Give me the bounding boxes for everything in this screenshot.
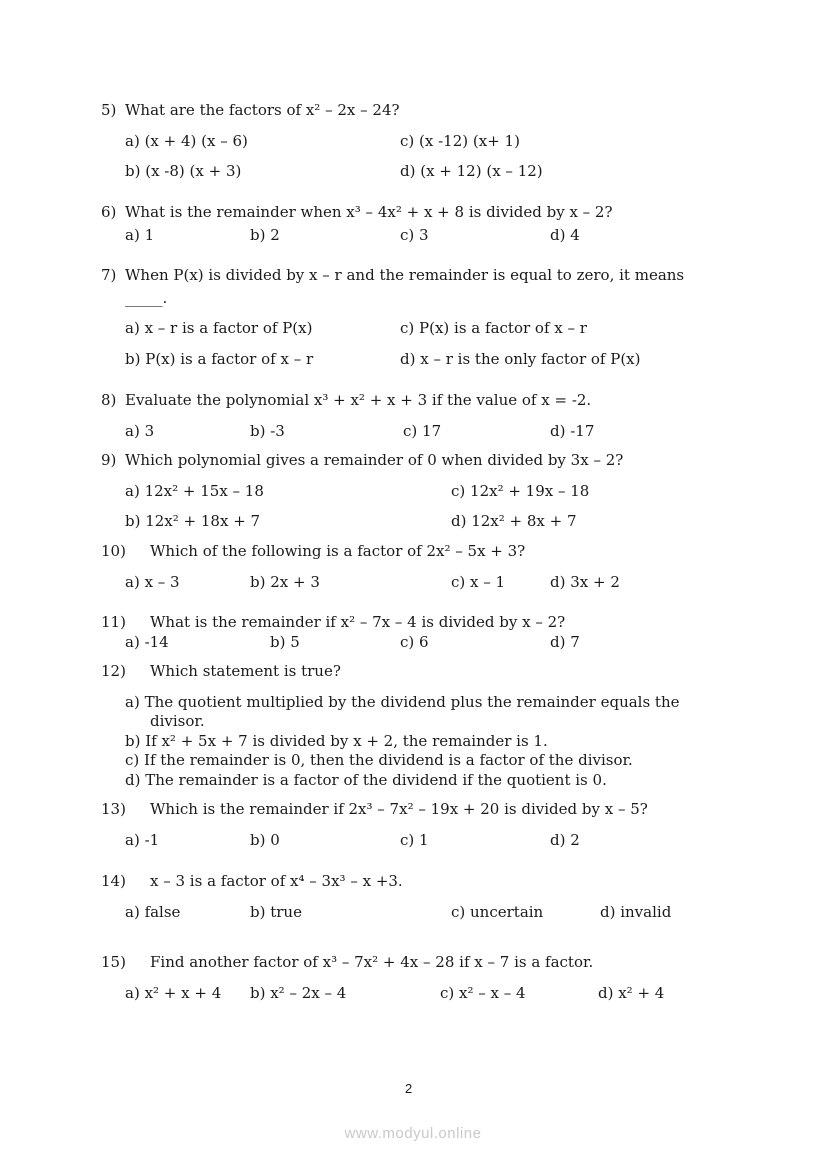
question-text: What are the factors of x² – 2x – 24?	[125, 101, 400, 119]
question-text: Which statement is true?	[150, 662, 341, 680]
question-text: Evaluate the polynomial x³ + x² + x + 3 if the value of x = -2.	[125, 391, 592, 409]
option: c) 12x² + 19x – 18	[451, 482, 590, 500]
option: d) 12x² + 8x + 7	[451, 512, 577, 530]
option: d) invalid	[600, 903, 672, 921]
option: c) P(x) is a factor of x – r	[400, 319, 587, 337]
option: b) 2	[250, 226, 280, 244]
option: c) 6	[400, 633, 429, 651]
question-text: Which polynomial gives a remainder of 0 when divided by 3x – 2?	[125, 451, 624, 469]
option: a) 12x² + 15x – 18	[125, 482, 264, 500]
option: b) 2x + 3	[250, 573, 320, 591]
option: a) x – r is a factor of P(x)	[125, 319, 313, 337]
watermark: www.modyul.online	[344, 1125, 482, 1142]
question-text: When P(x) is divided by x – r and the remainder is equal to zero, it means	[125, 266, 685, 284]
option: b) x² – 2x – 4	[250, 984, 347, 1002]
option: d) 3x + 2	[550, 573, 620, 591]
question-number: 14)	[101, 872, 126, 890]
page-number: 2	[405, 1081, 413, 1096]
option: b) P(x) is a factor of x – r	[125, 350, 314, 368]
answer-blank: _____.	[125, 289, 168, 307]
question-text: Which of the following is a factor of 2x² – 5x + 3?	[150, 542, 526, 560]
option: b) 12x² + 18x + 7	[125, 512, 261, 530]
option: a) x – 3	[125, 573, 180, 591]
option: a) -1	[125, 831, 160, 849]
option: c) 17	[403, 422, 442, 440]
option: d) 2	[550, 831, 580, 849]
option: d) x – r is the only factor of P(x)	[400, 350, 641, 368]
question-number: 15)	[101, 953, 126, 971]
option: a) false	[125, 903, 181, 921]
question-number: 9)	[101, 451, 117, 469]
question-number: 11)	[101, 613, 126, 631]
option: a) 3	[125, 422, 155, 440]
question-number: 12)	[101, 662, 126, 680]
option: c) x – 1	[451, 573, 506, 591]
question-text: What is the remainder when x³ – 4x² + x + 8 is divided by x – 2?	[125, 203, 613, 221]
option: d) x² + 4	[598, 984, 665, 1002]
question-number: 8)	[101, 391, 117, 409]
option: c) (x -12) (x+ 1)	[400, 132, 520, 150]
option: d) 4	[550, 226, 580, 244]
option: b) 5	[270, 633, 300, 651]
question-number: 7)	[101, 266, 117, 284]
question-number: 10)	[101, 542, 126, 560]
option: c) 1	[400, 831, 429, 849]
option: c) uncertain	[451, 903, 544, 921]
option: b) true	[250, 903, 302, 921]
option: d) -17	[550, 422, 595, 440]
option: b) 0	[250, 831, 280, 849]
option: b) -3	[250, 422, 285, 440]
option-continuation: divisor.	[150, 712, 205, 730]
option: d) 7	[550, 633, 580, 651]
question-text: Find another factor of x³ – 7x² + 4x – 28 if x – 7 is a factor.	[150, 953, 594, 971]
option: a) (x + 4) (x – 6)	[125, 132, 248, 150]
question-number: 5)	[101, 101, 117, 119]
question-number: 6)	[101, 203, 117, 221]
option: c) If the remainder is 0, then the dividend is a factor of the divisor.	[125, 751, 633, 769]
option: d) The remainder is a factor of the dividend if the quotient is 0.	[125, 771, 607, 789]
option: b) If x² + 5x + 7 is divided by x + 2, the remainder is 1.	[125, 732, 548, 750]
option: a) 1	[125, 226, 155, 244]
option: a) The quotient multiplied by the dividend plus the remainder equals the	[125, 693, 680, 711]
question-text: x – 3 is a factor of x⁴ – 3x³ – x +3.	[150, 872, 403, 890]
question-number: 13)	[101, 800, 126, 818]
option: c) x² – x – 4	[440, 984, 526, 1002]
option: d) (x + 12) (x – 12)	[400, 162, 543, 180]
option: b) (x -8) (x + 3)	[125, 162, 242, 180]
option: a) -14	[125, 633, 169, 651]
question-text: What is the remainder if x² – 7x – 4 is divided by x – 2?	[150, 613, 566, 631]
question-text: Which is the remainder if 2x³ – 7x² – 19x + 20 is divided by x – 5?	[150, 800, 648, 818]
option: a) x² + x + 4	[125, 984, 222, 1002]
option: c) 3	[400, 226, 429, 244]
